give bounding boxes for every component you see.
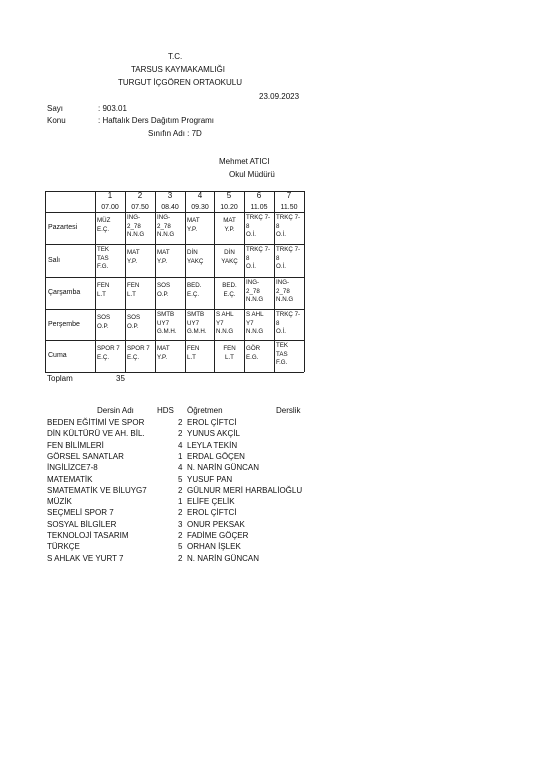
grid-hline (45, 212, 304, 213)
lesson-cell (187, 311, 213, 339)
grid-hline (45, 340, 304, 341)
lesson-line: TRKÇ 7- (276, 214, 301, 221)
period-time: 07.50 (131, 204, 149, 211)
header-district: TARSUS KAYMAKAMLIĞI (131, 65, 225, 74)
grid-vline (155, 191, 156, 372)
period-number: 6 (256, 191, 262, 200)
lesson-line: F.G. (276, 359, 288, 366)
course-name: S AHLAK VE YURT 7 (47, 553, 124, 563)
lesson-line: N.N.G (157, 231, 175, 238)
lesson-line: E.Ç. (127, 353, 140, 361)
lesson-line: TAS (97, 254, 109, 262)
lesson-line: E.Ç. (97, 225, 110, 233)
course-hours: 2 (178, 508, 183, 518)
day-name: Cuma (48, 352, 67, 359)
lesson-line: N.N.G (276, 296, 294, 303)
lesson-line: BED. (222, 282, 237, 289)
day-name: Çarşamba (48, 289, 81, 296)
lesson-line: UY7 (187, 319, 200, 327)
grid-vline (185, 191, 186, 372)
lesson-cell (127, 342, 154, 374)
course-name: FEN BİLİMLERİ (47, 440, 104, 450)
lesson-line: E.Ç. (97, 353, 110, 361)
lesson-line: 8 (276, 319, 280, 327)
lesson-cell (246, 214, 273, 243)
lesson-line: L.T (97, 290, 106, 298)
lesson-line: FEN (127, 282, 140, 289)
course-name: İNGİLİZCE7-8 (47, 463, 98, 473)
lesson-cell (216, 342, 243, 374)
lesson-cell (276, 311, 303, 339)
lesson-line: 2_78 (276, 287, 290, 295)
lesson-line: 8 (246, 254, 250, 262)
lesson-line: O.P. (127, 322, 139, 330)
lesson-line: Y7 (216, 319, 224, 327)
lesson-line: L.T (127, 290, 136, 298)
konu-value: : Haftalık Ders Dağıtım Programı (98, 116, 215, 125)
lesson-line: SPOR 7 (97, 345, 120, 352)
lesson-line: O.İ. (246, 263, 256, 270)
header-tc: T.C. (168, 52, 183, 61)
lesson-line: Y.P. (157, 353, 168, 361)
lesson-line: S AHL (216, 311, 234, 318)
lesson-cell (246, 342, 273, 374)
course-teacher: ONUR PEKSAK (187, 519, 245, 529)
course-header: Dersin Adı (97, 406, 134, 415)
lesson-cell (216, 279, 243, 311)
course-teacher: ERDAL GÖÇEN (187, 451, 245, 461)
hours-header: HDS (157, 406, 174, 415)
course-teacher: EROL ÇİFTCİ (187, 418, 237, 427)
lesson-line: TRKÇ 7- (246, 246, 271, 253)
grid-vline (214, 191, 215, 372)
lesson-cell (276, 246, 303, 276)
lesson-line: SOS (127, 314, 141, 321)
grid-vline (304, 191, 305, 372)
course-hours: 2 (178, 418, 183, 427)
course-name: DİN KÜLTÜRÜ VE AH. BİL. (47, 429, 145, 439)
room-header: Derslik (276, 406, 301, 415)
lesson-line: 8 (276, 254, 280, 262)
lesson-cell (276, 342, 303, 371)
lesson-cell (97, 279, 124, 311)
course-hours: 3 (178, 519, 183, 529)
lesson-line: TEK (276, 342, 289, 349)
principal-name: Mehmet ATICI (219, 157, 270, 166)
teacher-header: Öğretmen (187, 406, 223, 415)
konu-label: Konu (47, 116, 66, 125)
lesson-cell (127, 214, 154, 243)
course-name: GÖRSEL SANATLAR (47, 451, 124, 461)
grid-hline (45, 244, 304, 245)
course-name: SMATEMATİK VE BİLUYG7 (47, 485, 147, 495)
grid-vline (244, 191, 245, 372)
lesson-line: DİN (224, 249, 235, 256)
period-number: 3 (167, 191, 173, 200)
lesson-line: GÖR (246, 345, 261, 352)
grid-vline (45, 191, 46, 372)
course-hours: 4 (178, 440, 183, 450)
lesson-line: O.P. (157, 290, 169, 298)
lesson-line: G.M.H. (157, 328, 177, 335)
lesson-line: YAKÇ (221, 257, 238, 265)
course-teacher: GÜLNUR MERİ HARBALİOĞLU (187, 485, 303, 495)
lesson-line: N.N.G (216, 328, 234, 335)
lesson-line: G.M.H. (187, 328, 207, 335)
lesson-line: MAT (157, 249, 170, 256)
lesson-line: İNG- (127, 214, 141, 221)
course-name: SEÇMELİ SPOR 7 (47, 508, 114, 518)
lesson-line: L.T (187, 353, 196, 361)
lesson-cell (246, 311, 273, 339)
lesson-cell (187, 246, 213, 279)
lesson-line: DİN (187, 249, 198, 256)
lesson-cell (127, 279, 154, 311)
sayi-label: Sayı (47, 104, 64, 113)
period-time: 11.50 (280, 204, 298, 211)
lesson-line: E.G. (246, 353, 259, 361)
lesson-cell (276, 279, 303, 308)
course-teacher: FADİME GÖÇER (187, 531, 249, 540)
course-name: TEKNOLOJİ TASARIM (47, 531, 129, 540)
lesson-cell (157, 279, 184, 311)
lesson-line: O.P. (97, 322, 109, 330)
lesson-cell (246, 246, 273, 276)
period-number: 5 (226, 191, 232, 200)
lesson-cell (187, 214, 213, 246)
period-time: 08.40 (161, 204, 179, 211)
course-hours: 5 (178, 474, 183, 484)
course-name: TÜRKÇE (47, 542, 80, 552)
lesson-cell (127, 246, 154, 279)
course-teacher: N. NARİN GÜNCAN (187, 463, 260, 473)
day-name: Pazartesi (48, 224, 78, 231)
course-hours: 2 (178, 485, 183, 495)
lesson-line: YAKÇ (187, 257, 204, 265)
lesson-line: İNG- (157, 214, 171, 221)
sayi-value: : 903.01 (98, 104, 127, 113)
lesson-line: E.Ç. (223, 290, 236, 298)
period-number: 4 (197, 191, 203, 200)
lesson-cell (157, 214, 184, 243)
class-name: Sınıfın Adı : 7D (148, 129, 202, 138)
lesson-cell (246, 279, 273, 308)
lesson-line: TRKÇ 7- (276, 311, 301, 318)
lesson-line: İNG- (246, 279, 260, 286)
course-name: MÜZİK (47, 497, 72, 507)
lesson-line: UY7 (157, 319, 170, 327)
lesson-line: SOS (157, 282, 171, 289)
lesson-line: MAT (157, 345, 170, 352)
lesson-line: MAT (187, 217, 200, 224)
lesson-line: 2_78 (157, 222, 171, 230)
course-teacher: ORHAN İŞLEK (187, 542, 241, 552)
lesson-line: TRKÇ 7- (276, 246, 301, 253)
header-school: TURGUT İÇGÖREN ORTAOKULU (118, 78, 243, 87)
lesson-line: MAT (127, 249, 140, 256)
period-number: 7 (286, 191, 292, 200)
lesson-cell (187, 279, 213, 311)
lesson-line: SPOR 7 (127, 345, 150, 352)
lesson-line: Y7 (246, 319, 254, 327)
lesson-line: TRKÇ 7- (246, 214, 271, 221)
lesson-cell (97, 246, 124, 276)
lesson-line: SMTB (157, 311, 175, 318)
lesson-cell (157, 311, 184, 339)
lesson-cell (216, 214, 243, 246)
lesson-line: O.İ. (276, 328, 286, 335)
lesson-line: S AHL (246, 311, 264, 318)
course-hours: 5 (178, 542, 183, 552)
lesson-line: Y.P. (224, 225, 235, 233)
lesson-cell (97, 311, 124, 342)
lesson-cell (157, 342, 184, 374)
course-teacher: EROL ÇİFTCİ (187, 508, 237, 518)
course-hours: 1 (178, 451, 183, 461)
course-teacher: LEYLA TEKİN (187, 440, 238, 450)
course-teacher: YUSUF PAN (187, 474, 233, 484)
lesson-line: N.N.G (246, 328, 264, 335)
lesson-cell (216, 246, 243, 279)
lesson-line: L.T (225, 353, 234, 361)
lesson-line: N.N.G (246, 296, 264, 303)
lesson-cell (276, 214, 303, 243)
course-hours: 2 (178, 553, 183, 563)
course-teacher: YUNUS AKÇİL (187, 429, 240, 439)
principal-title: Okul Müdürü (229, 170, 275, 179)
lesson-cell (127, 311, 154, 342)
lesson-line: BED. (187, 282, 202, 289)
lesson-cell (216, 311, 243, 339)
period-time: 11.05 (250, 204, 268, 211)
lesson-line: 8 (246, 222, 250, 230)
lesson-cell (157, 246, 184, 279)
course-hours: 1 (178, 497, 183, 507)
lesson-line: Y.P. (127, 257, 138, 265)
lesson-cell (97, 214, 124, 246)
document-date: 23.09.2023 (259, 92, 300, 101)
day-name: Salı (48, 256, 61, 264)
lesson-line: SMTB (187, 311, 205, 318)
total-value: 35 (116, 374, 125, 383)
lesson-line: FEN (187, 345, 200, 352)
lesson-line: O.İ. (246, 231, 256, 238)
course-hours: 4 (178, 463, 183, 473)
lesson-line: MÜZ (97, 217, 111, 224)
lesson-line: TEK (97, 246, 110, 253)
lesson-line: F.G. (97, 263, 109, 270)
period-time: 07.00 (101, 204, 119, 211)
course-name: SOSYAL BİLGİLER (47, 519, 117, 529)
lesson-line: O.İ. (276, 263, 286, 270)
course-name: BEDEN EĞİTİMİ VE SPOR (47, 418, 145, 427)
course-hours: 2 (178, 531, 183, 540)
lesson-line: TAS (276, 350, 288, 358)
period-number: 1 (107, 191, 113, 200)
total-label: Toplam (47, 374, 73, 383)
course-teacher: ELİFE ÇELİK (187, 497, 235, 507)
lesson-line: FEN (223, 345, 236, 352)
lesson-line: 2_78 (127, 222, 141, 230)
lesson-line: 2_78 (246, 287, 260, 295)
lesson-line: O.İ. (276, 231, 286, 238)
grid-vline (125, 191, 126, 372)
grid-vline (95, 191, 96, 372)
lesson-line: İNG- (276, 279, 290, 286)
day-name: Perşembe (48, 320, 80, 328)
lesson-line: N.N.G (127, 231, 145, 238)
lesson-line: Y.P. (157, 257, 168, 265)
course-name: MATEMATİK (47, 474, 93, 484)
period-number: 2 (137, 191, 143, 200)
lesson-line: 8 (276, 222, 280, 230)
lesson-line: FEN (97, 282, 110, 289)
timetable-grid (45, 191, 304, 372)
course-hours: 2 (178, 429, 183, 439)
grid-vline (274, 191, 275, 372)
period-time: 09.30 (191, 204, 209, 211)
lesson-line: SOS (97, 314, 111, 321)
period-time: 10.20 (220, 204, 238, 211)
lesson-cell (187, 342, 213, 374)
lesson-line: Y.P. (187, 225, 198, 233)
course-teacher: N. NARİN GÜNCAN (187, 553, 260, 563)
lesson-line: MAT (223, 217, 236, 224)
lesson-cell (97, 342, 124, 374)
lesson-line: E.Ç. (187, 290, 200, 298)
